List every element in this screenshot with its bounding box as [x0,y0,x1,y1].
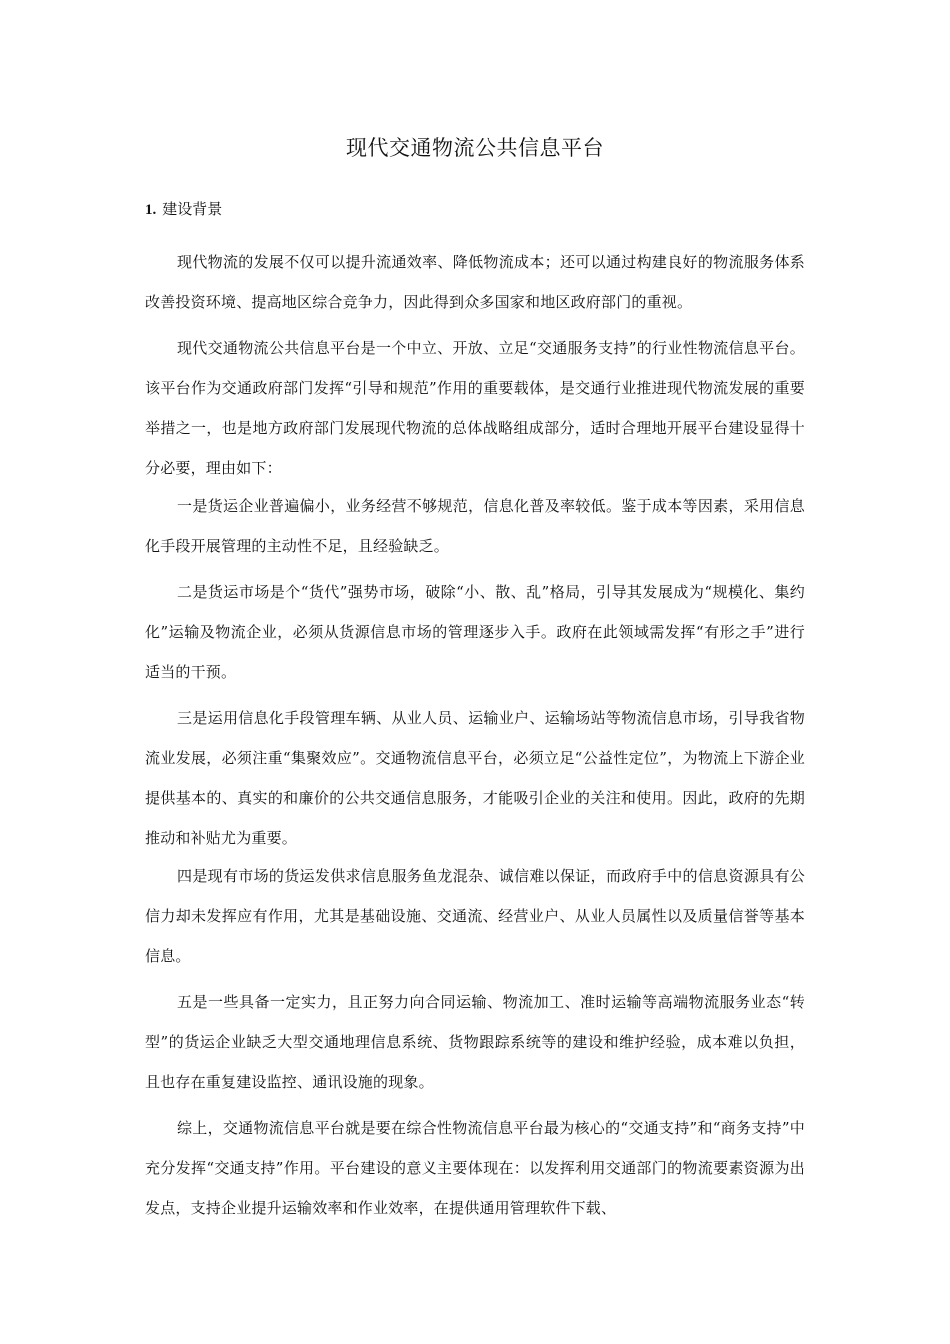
paragraph-reason-three: 三是运用信息化手段管理车辆、从业人员、运输业户、运输场站等物流信息市场，引导我省物流业发展，必须注重“集聚效应”。交通物流信息平台，必须立足“公益性定位”，为物流上下游企业提供基本的、真实的和廉价的公共交通信息服务，才能吸引企业的关注和使用。因此，政府的先期推动和补贴尤为重要。 [145,709,805,847]
section-heading-text: 建设背景 [162,200,223,218]
paragraph-intro: 现代物流的发展不仅可以提升流通效率、降低物流成本；还可以通过构建良好的物流服务体系改善投资环境、提高地区综合竞争力，因此得到众多国家和地区政府部门的重视。 [145,253,805,311]
paragraph-reason-five: 五是一些具备一定实力，且正努力向合同运输、物流加工、准时运输等高端物流服务业态“转型”的货运企业缺乏大型交通地理信息系统、货物跟踪系统等的建设和维护经验，成本难以负担，且也存在重复建设监控、通讯设施的现象。 [145,993,805,1091]
paragraph-reason-four: 四是现有市场的货运发供求信息服务鱼龙混杂、诚信难以保证，而政府手中的信息资源具有公信力却未发挥应有作用，尤其是基础设施、交通流、经营业户、从业人员属性以及质量信誉等基本信息。 [145,867,805,965]
section-number: 1. [145,202,157,218]
paragraph-reason-one: 一是货运企业普遍偏小，业务经营不够规范，信息化普及率较低。鉴于成本等因素，采用信息化手段开展管理的主动性不足，且经验缺乏。 [145,497,805,555]
paragraph-summary: 综上，交通物流信息平台就是要在综合性物流信息平台最为核心的“交通支持”和“商务支持”中充分发挥“交通支持”作用。平台建设的意义主要体现在：以发挥利用交通部门的物流要素资源为出发点，支持企业提升运输效率和作业效率，在提供通用管理软件下载、 [145,1119,805,1217]
paragraph-reason-two: 二是货运市场是个“货代”强势市场，破除“小、散、乱”格局，引导其发展成为“规模化、集约化”运输及物流企业，必须从货源信息市场的管理逐步入手。政府在此领域需发挥“有形之手”进行适当的干预。 [145,583,805,681]
document-title: 现代交通物流公共信息平台 [346,136,604,160]
section-heading [145,196,222,223]
paragraph-platform-definition: 现代交通物流公共信息平台是一个中立、开放、立足“交通服务支持”的行业性物流信息平台。该平台作为交通政府部门发挥“引导和规范”作用的重要载体，是交通行业推进现代物流发展的重要举措之一，也是地方政府部门发展现代物流的总体战略组成部分，适时合理地开展平台建设显得十分必要，理由如下： [145,339,805,477]
